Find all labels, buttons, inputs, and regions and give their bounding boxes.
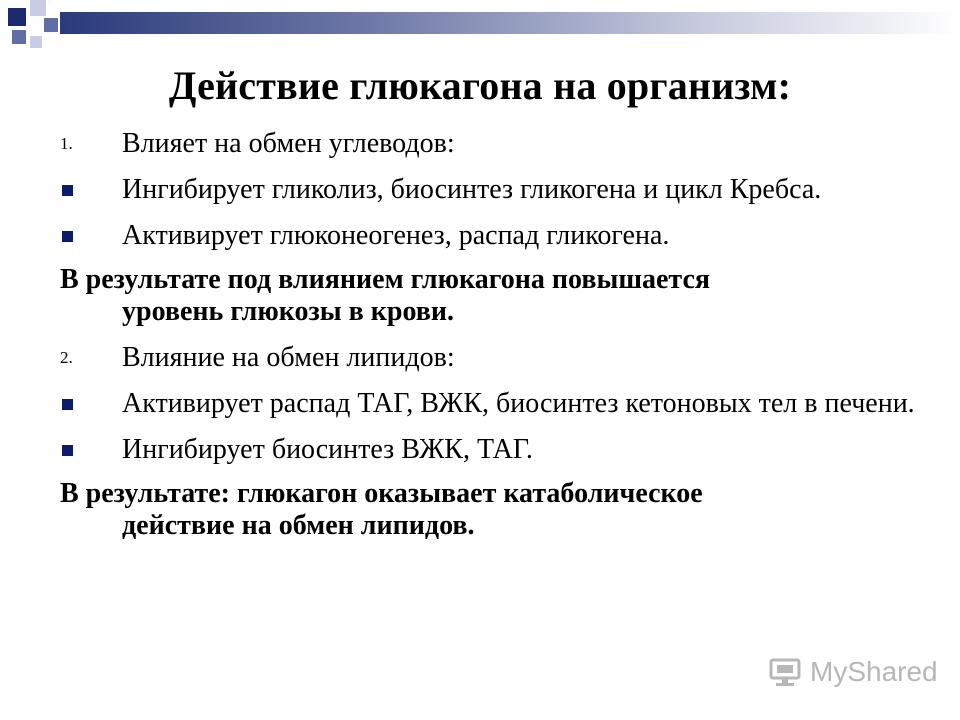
item-text: Влияет на обмен углеводов: [122,128,455,159]
bullet-item [60,174,940,206]
conclusion-text [60,478,940,542]
item-text: Влияние на обмен липидов: [122,342,455,373]
conclusion-line: В результате под влиянием глюкагона повышается [60,264,711,295]
number-marker: 1. [60,134,73,153]
square-bullet-icon [62,399,73,410]
decor-square-3 [44,18,58,32]
numbered-item-2 [60,342,940,374]
square-bullet-icon [62,445,73,456]
watermark [768,652,938,692]
conclusion-text [60,264,940,328]
decor-square-5 [30,36,42,48]
conclusion-line: В результате: глюкагон оказывает катаболическое [60,478,703,509]
decor-square-1 [8,8,26,26]
item-text: Ингибирует биосинтез ВЖК, ТАГ. [122,434,533,465]
bullet-item [60,434,940,466]
conclusion-line: уровень глюкозы в крови. [122,296,455,327]
square-bullet-icon [62,231,73,242]
numbered-item-1 [60,128,940,160]
top-decor-bar [60,12,960,34]
watermark-text: MyShared [810,656,938,687]
item-text: Активирует распад ТАГ, ВЖК, биосинтез кетоновых тел в печени. [122,388,915,419]
myshared-logo-icon [768,657,804,687]
number-marker: 2. [60,348,73,367]
item-text: Активирует глюконеогенез, распад гликогена. [122,220,670,251]
square-bullet-icon [62,185,73,196]
decor-square-2 [30,0,46,16]
item-text: Ингибирует гликолиз, биосинтез гликогена и цикл Кребса. [122,174,822,205]
bullet-item [60,388,940,420]
conclusion-line: действие на обмен липидов. [122,510,475,541]
decor-square-4 [12,30,26,44]
slide-content [60,128,940,542]
slide-title: Действие глюкагона на организм: [168,63,792,108]
bullet-item [60,220,940,252]
